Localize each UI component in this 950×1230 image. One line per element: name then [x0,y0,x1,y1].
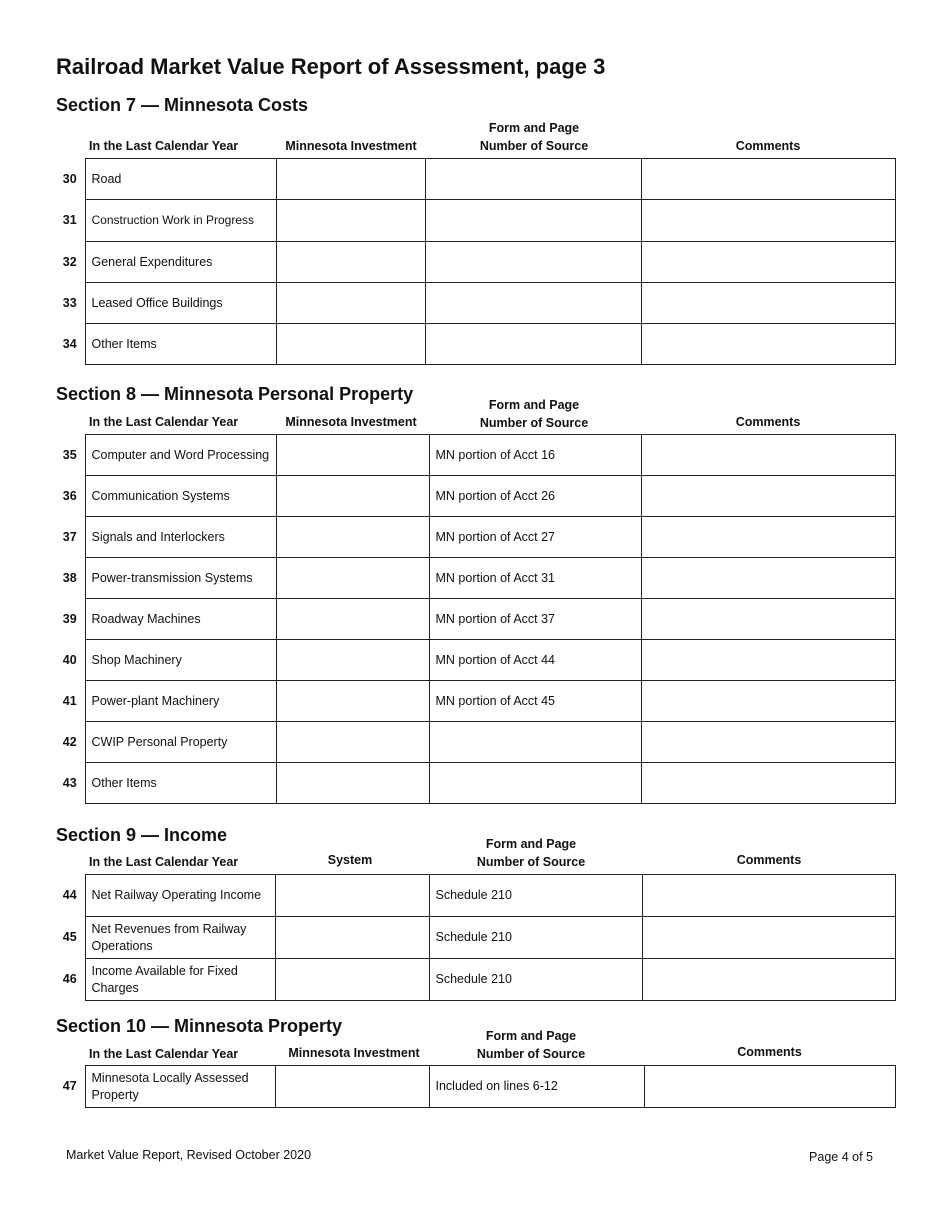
table-row [55,640,895,681]
comments-cell[interactable] [641,640,895,681]
table-row [55,875,895,917]
row-number: 31 [62,213,77,227]
page-title: Railroad Market Value Report of Assessment, page 3 [56,54,606,79]
comments-cell[interactable] [641,763,895,804]
row-label: Communication Systems [85,476,276,517]
comments-cell[interactable] [641,242,895,283]
row-number: 47 [62,1079,77,1093]
investment-cell[interactable] [276,722,429,763]
comments-cell[interactable] [642,917,895,959]
footer-revision: Market Value Report, Revised October 2020 [66,1148,312,1162]
section-10-table [55,1065,896,1108]
header-source-line2: Number of Source [479,139,589,153]
investment-cell[interactable] [276,599,429,640]
comments-cell[interactable] [641,517,895,558]
comments-cell[interactable] [641,324,895,365]
table-row [55,681,895,722]
row-label: Computer and Word Processing [85,435,276,476]
header-source-line2: Number of Source [476,855,586,869]
section-7-title: Section 7 — Minnesota Costs [56,95,309,115]
table-row [55,159,895,200]
header-comments: Comments [735,415,801,429]
row-number: 44 [62,888,77,902]
row-number: 46 [62,972,77,986]
row-label: Signals and Interlockers [85,517,276,558]
investment-cell[interactable] [276,476,429,517]
system-cell[interactable] [275,917,429,959]
header-comments: Comments [735,139,801,153]
row-number: 39 [62,611,77,626]
comments-cell[interactable] [641,200,895,242]
investment-cell[interactable] [276,200,425,242]
source-cell[interactable]: MN portion of Acct 16 [429,435,641,476]
header-source [426,1027,636,1063]
comments-cell[interactable] [641,159,895,200]
comments-cell[interactable] [642,959,895,1001]
row-number: 33 [62,295,77,310]
row-label: Road [85,159,276,200]
source-cell[interactable]: MN portion of Acct 27 [429,517,641,558]
section-10-title: Section 10 — Minnesota Property [56,1016,343,1036]
table-row [55,722,895,763]
header-source-line2: Number of Source [479,416,589,430]
table-row [55,476,895,517]
investment-cell[interactable] [276,517,429,558]
header-year: In the Last Calendar Year [89,855,239,869]
header-source [426,835,636,871]
source-cell[interactable]: MN portion of Acct 31 [429,558,641,599]
section-7-table [55,158,896,365]
header-system: System [327,853,373,867]
header-source [426,119,642,155]
table-row [55,959,895,1001]
comments-cell[interactable] [641,558,895,599]
system-cell[interactable] [275,875,429,917]
row-number: 38 [62,570,77,585]
table-row [55,599,895,640]
comments-cell[interactable] [642,875,895,917]
section-9-title: Section 9 — Income [56,825,228,845]
row-label: Roadway Machines [85,599,276,640]
row-label: Shop Machinery [85,640,276,681]
row-number: 42 [62,734,77,749]
table-row [55,324,895,365]
source-cell[interactable]: Schedule 210 [429,917,642,959]
source-cell[interactable]: MN portion of Acct 44 [429,640,641,681]
comments-cell[interactable] [641,681,895,722]
table-row [55,435,895,476]
row-number: 40 [62,652,77,667]
row-number: 35 [62,447,77,462]
row-number: 45 [62,930,77,944]
row-number: 36 [62,488,77,503]
comments-cell[interactable] [641,435,895,476]
header-source-line1: Form and Page [488,398,580,412]
table-row [55,517,895,558]
section-8-table [55,434,896,804]
row-label: Income Available for Fixed Charges [85,959,275,1001]
investment-cell[interactable] [276,681,429,722]
source-cell[interactable]: MN portion of Acct 26 [429,476,641,517]
header-source-line1: Form and Page [485,837,577,851]
row-number: 30 [62,171,77,186]
header-mn-investment: Minnesota Investment [285,139,417,153]
comments-cell[interactable] [641,722,895,763]
source-cell[interactable] [425,242,641,283]
source-cell[interactable] [425,283,641,324]
table-row [55,1066,895,1108]
row-number: 43 [62,775,77,790]
investment-cell[interactable] [275,1066,429,1108]
header-source-line1: Form and Page [485,1029,577,1043]
investment-cell[interactable] [276,283,425,324]
footer-page-number: Page 4 of 5 [809,1150,873,1164]
header-comments: Comments [736,853,802,867]
row-label: Net Railway Operating Income [85,875,275,917]
row-label: Construction Work in Progress [85,200,276,242]
source-cell[interactable] [425,159,641,200]
source-cell[interactable] [425,324,641,365]
investment-cell[interactable] [276,242,425,283]
source-cell[interactable]: MN portion of Acct 37 [429,599,641,640]
investment-cell[interactable] [276,558,429,599]
source-cell[interactable]: MN portion of Acct 45 [429,681,641,722]
comments-cell[interactable] [641,599,895,640]
row-label: Other Items [85,763,276,804]
comments-cell[interactable] [641,283,895,324]
source-cell[interactable] [429,722,641,763]
comments-cell[interactable] [641,476,895,517]
source-cell[interactable] [429,763,641,804]
investment-cell[interactable] [276,763,429,804]
header-mn-investment: Minnesota Investment [288,1046,420,1060]
header-year: In the Last Calendar Year [89,415,239,429]
row-label: Other Items [85,324,276,365]
row-number: 32 [62,254,77,269]
row-number: 37 [62,529,77,544]
header-comments: Comments [737,1045,802,1059]
table-row [55,917,895,959]
header-mn-investment: Minnesota Investment [285,415,417,429]
source-cell[interactable]: Schedule 210 [429,959,642,1001]
header-source-line1: Form and Page [488,121,580,135]
investment-cell[interactable] [276,640,429,681]
row-label: Power-plant Machinery [85,681,276,722]
header-source-line2: Number of Source [476,1047,586,1061]
table-row [55,558,895,599]
comments-cell[interactable] [644,1066,895,1108]
row-label: Net Revenues from Railway Operations [85,917,275,959]
investment-cell[interactable] [276,159,425,200]
system-cell[interactable] [275,959,429,1001]
table-row [55,200,895,242]
section-9-table [55,874,896,1001]
table-row [55,763,895,804]
source-cell[interactable] [425,200,641,242]
source-cell[interactable]: Schedule 210 [429,875,642,917]
investment-cell[interactable] [276,435,429,476]
row-label: CWIP Personal Property [85,722,276,763]
section-8-title: Section 8 — Minnesota Personal Property [56,384,414,404]
row-label: Leased Office Buildings [85,283,276,324]
investment-cell[interactable] [276,324,425,365]
row-number: 34 [62,336,77,351]
row-label: General Expenditures [85,242,276,283]
source-cell[interactable]: Included on lines 6-12 [429,1066,644,1108]
row-number: 41 [62,693,77,708]
table-row [55,283,895,324]
row-label: Minnesota Locally Assessed Property [85,1066,275,1108]
table-row [55,242,895,283]
header-source [426,396,642,432]
header-year: In the Last Calendar Year [89,1047,239,1061]
row-label: Power-transmission Systems [85,558,276,599]
header-year: In the Last Calendar Year [89,139,239,153]
